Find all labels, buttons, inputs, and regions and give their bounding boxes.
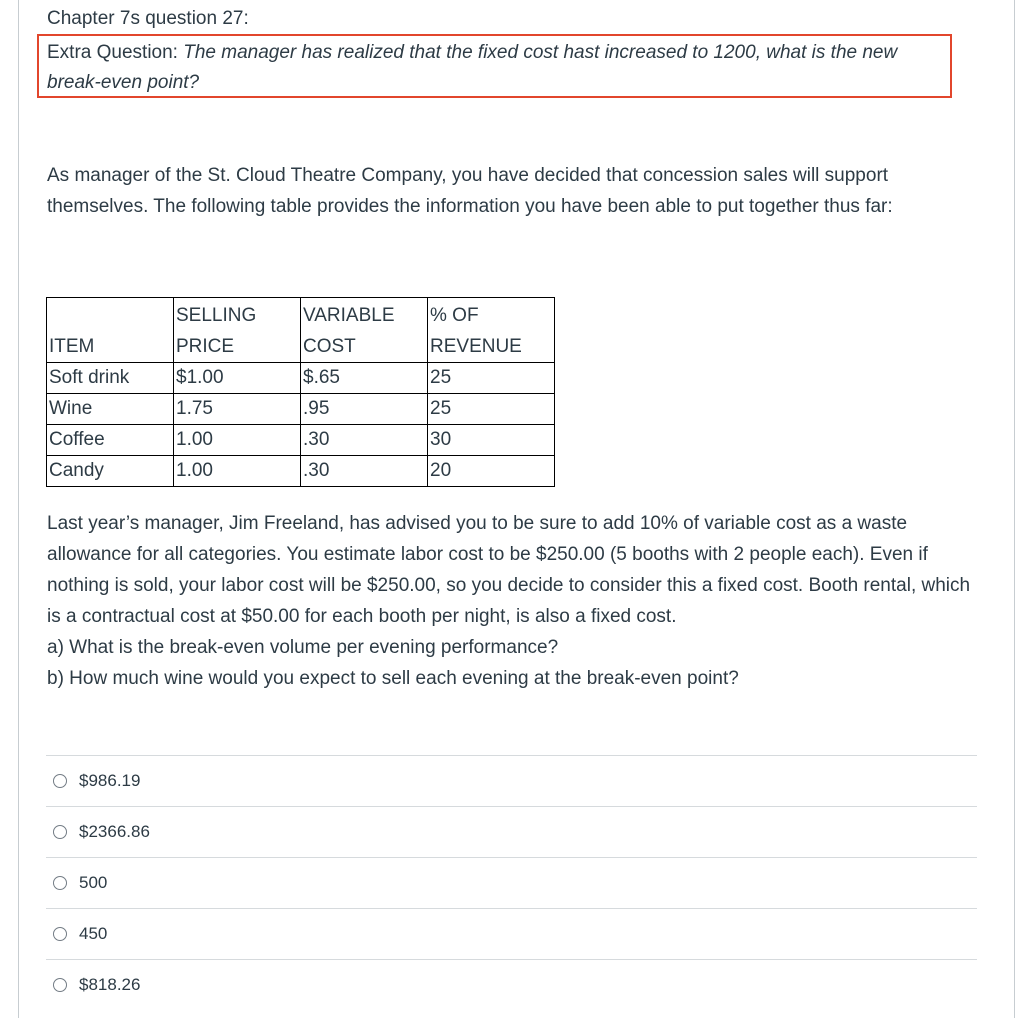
header-selling-price: SELLING PRICE — [174, 298, 301, 363]
concession-table — [46, 297, 555, 487]
answer-option[interactable] — [46, 755, 977, 806]
table-cell: 25 — [428, 363, 555, 394]
table-cell: $1.00 — [174, 363, 301, 394]
details-text: Last year’s manager, Jim Freeland, has advised you to be sure to add 10% of variable cost as a waste allowance for all categories. You estimate labor cost to be $250.00 (5 booths with 2 people each). Even if nothing is sold, your labor cost will be $250.00, so you decide to consider this a fixed cost. Booth rental, which is a contractual cost at $50.00 for each booth per night, is also a fixed cost. — [47, 513, 971, 627]
table-row — [47, 363, 555, 394]
table-cell: 25 — [428, 394, 555, 425]
table-cell: 1.00 — [174, 425, 301, 456]
table-cell: $.65 — [301, 363, 428, 394]
radio-button[interactable] — [53, 978, 67, 992]
answer-list — [46, 755, 977, 1010]
table-row — [47, 425, 555, 456]
table-cell: 1.75 — [174, 394, 301, 425]
table-header-row — [47, 298, 555, 363]
answer-label: $818.26 — [79, 975, 141, 994]
question-part-b: b) How much wine would you expect to sell each evening at the break-even point? — [47, 668, 739, 689]
details-paragraph — [47, 508, 977, 694]
table-cell: 1.00 — [174, 456, 301, 487]
answer-option[interactable] — [46, 857, 977, 908]
intro-paragraph: As manager of the St. Cloud Theatre Company, you have decided that concession sales will support themselves. The following table provides the information you have been able to put together thus far: — [47, 165, 893, 217]
answer-option[interactable] — [46, 806, 977, 857]
answer-label: $2366.86 — [79, 822, 150, 841]
header-percent-revenue: % OF REVENUE — [428, 298, 555, 363]
table-cell: .30 — [301, 456, 428, 487]
table-cell: Coffee — [47, 425, 174, 456]
answer-label: $986.19 — [79, 771, 141, 790]
extra-question-label: Extra Question: — [47, 42, 184, 63]
header-item: ITEM — [47, 298, 174, 363]
radio-button[interactable] — [53, 876, 67, 890]
table-cell: .95 — [301, 394, 428, 425]
table-row — [47, 456, 555, 487]
answer-label: 450 — [79, 924, 108, 943]
radio-button[interactable] — [53, 825, 67, 839]
question-header: Chapter 7s question 27: — [47, 8, 249, 29]
table-cell: Wine — [47, 394, 174, 425]
table-cell: .30 — [301, 425, 428, 456]
table-cell: 30 — [428, 425, 555, 456]
answer-label: 500 — [79, 873, 108, 892]
table-cell: 20 — [428, 456, 555, 487]
extra-question-text: The manager has realized that the fixed cost hast increased to 1200, what is the new break-even point? — [47, 42, 898, 93]
answer-option[interactable] — [46, 908, 977, 959]
radio-button[interactable] — [53, 927, 67, 941]
table-cell: Soft drink — [47, 363, 174, 394]
answer-option[interactable] — [46, 959, 977, 1010]
radio-button[interactable] — [53, 774, 67, 788]
question-part-a: a) What is the break-even volume per evening performance? — [47, 637, 559, 658]
extra-question-box — [37, 34, 952, 98]
header-variable-cost: VARIABLE COST — [301, 298, 428, 363]
table-cell: Candy — [47, 456, 174, 487]
table-row — [47, 394, 555, 425]
